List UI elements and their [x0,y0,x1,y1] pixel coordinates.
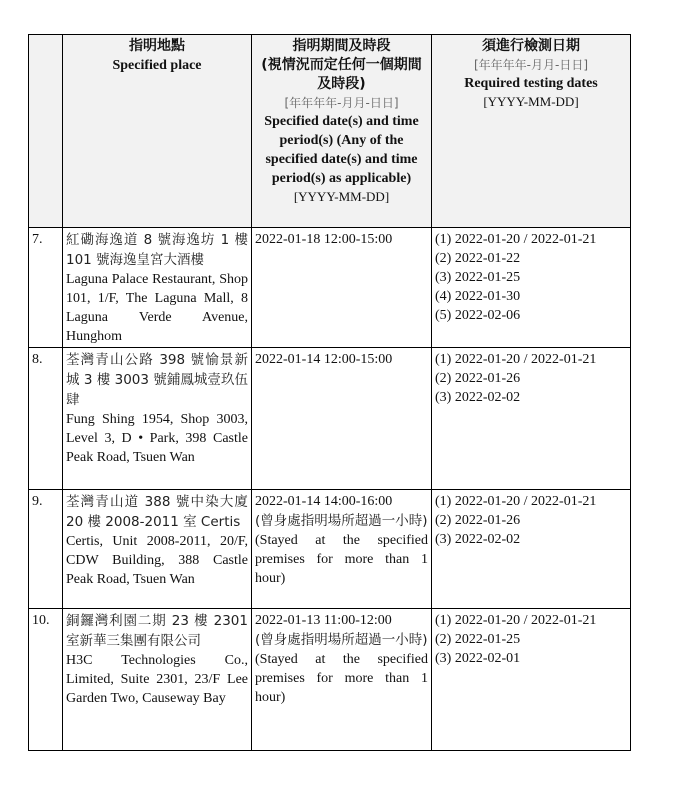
testing-date: (1) 2022-01-20 / 2022-01-21 [435,494,597,509]
period-cell [252,348,432,490]
header-testing-zh: 須進行檢測日期 [482,38,580,54]
period-note-en: (Stayed at the specified premises for more than 1 hour) [255,652,428,705]
period-note-en: (Stayed at the specified premises for more than 1 hour) [255,533,428,586]
period-note-zh: (曾身處指明場所超過一小時) [255,513,428,529]
testing-date: (2) 2022-01-25 [435,632,521,647]
testing-date: (3) 2022-02-02 [435,532,521,547]
row-number: 8. [29,348,63,490]
header-testing-cell [432,35,631,228]
place-en: Fung Shing 1954, Shop 3003, Level 3, D • Park, 398 Castle Peak Road, Tsuen Wan [66,412,248,465]
testing-dates-cell [432,609,631,751]
place-cell [63,490,252,609]
header-place-zh: 指明地點 [129,38,185,54]
header-testing-en: Required testing dates [464,76,598,91]
period-cell [252,490,432,609]
testing-date: (3) 2022-02-02 [435,390,521,405]
place-zh: 銅鑼灣利園二期 23 樓 2301 室新華三集團有限公司 [66,613,248,649]
period-value: 2022-01-18 12:00-15:00 [255,232,393,247]
header-period-zh-2: (視情況而定任何一個期間及時段) [261,57,422,92]
period-cell [252,228,432,348]
testing-date: (3) 2022-02-01 [435,651,521,666]
testing-date: (1) 2022-01-20 / 2022-01-21 [435,352,597,367]
table-row [29,490,631,609]
period-value: 2022-01-13 11:00-12:00 [255,613,392,628]
place-cell [63,348,252,490]
period-value: 2022-01-14 14:00-16:00 [255,494,393,509]
testing-dates-cell [432,348,631,490]
testing-date: (1) 2022-01-20 / 2022-01-21 [435,613,597,628]
table-row [29,228,631,348]
header-period-cell [252,35,432,228]
testing-date: (2) 2022-01-26 [435,513,521,528]
place-en: H3C Technologies Co., Limited, Suite 2301, 23/F Lee Garden Two, Causeway Bay [66,653,248,706]
header-row [29,35,631,228]
place-en: Certis, Unit 2008-2011, 20/F, CDW Building, 388 Castle Peak Road, Tsuen Wan [66,534,248,587]
testing-date: (5) 2022-02-06 [435,308,521,323]
testing-date: (3) 2022-01-25 [435,270,521,285]
place-zh: 荃灣青山道 388 號中染大廈 20 樓 2008-2011 室 Certis [66,494,248,530]
header-number-cell [29,35,63,228]
header-place-en: Specified place [112,58,202,73]
testing-date: (2) 2022-01-22 [435,251,521,266]
testing-date: (1) 2022-01-20 / 2022-01-21 [435,232,597,247]
place-en: Laguna Palace Restaurant, Shop 101, 1/F, The Laguna Mall, 8 Laguna Verde Avenue, Hunghom [66,272,248,344]
header-testing-format-zh: [年年年年-月月-日日] [473,58,589,72]
header-period-format-zh: [年年年年-月月-日日] [284,96,399,110]
header-testing-format-en: [YYYY-MM-DD] [483,94,579,109]
testing-dates-cell [432,228,631,348]
row-number: 10. [29,609,63,751]
testing-date: (2) 2022-01-26 [435,371,521,386]
place-zh: 荃灣青山公路 398 號愉景新城 3 樓 3003 號鋪鳳城壹玖伍肆 [66,352,248,408]
row-number: 7. [29,228,63,348]
place-zh: 紅磡海逸道 8 號海逸坊 1 樓 101 號海逸皇宮大酒樓 [66,232,248,268]
table-row [29,609,631,751]
period-note-zh: (曾身處指明場所超過一小時) [255,632,428,648]
header-period-zh-1: 指明期間及時段 [292,38,391,54]
place-cell [63,228,252,348]
row-number: 9. [29,490,63,609]
header-place-cell [63,35,252,228]
table-row [29,348,631,490]
specified-places-table [28,34,631,751]
place-cell [63,609,252,751]
period-value: 2022-01-14 12:00-15:00 [255,352,393,367]
header-period-format-en: [YYYY-MM-DD] [293,189,390,204]
header-period-en: Specified date(s) and time period(s) (Any of the specified date(s) and time period(s) as applicable) [264,114,419,186]
period-cell [252,609,432,751]
testing-dates-cell [432,490,631,609]
testing-date: (4) 2022-01-30 [435,289,521,304]
